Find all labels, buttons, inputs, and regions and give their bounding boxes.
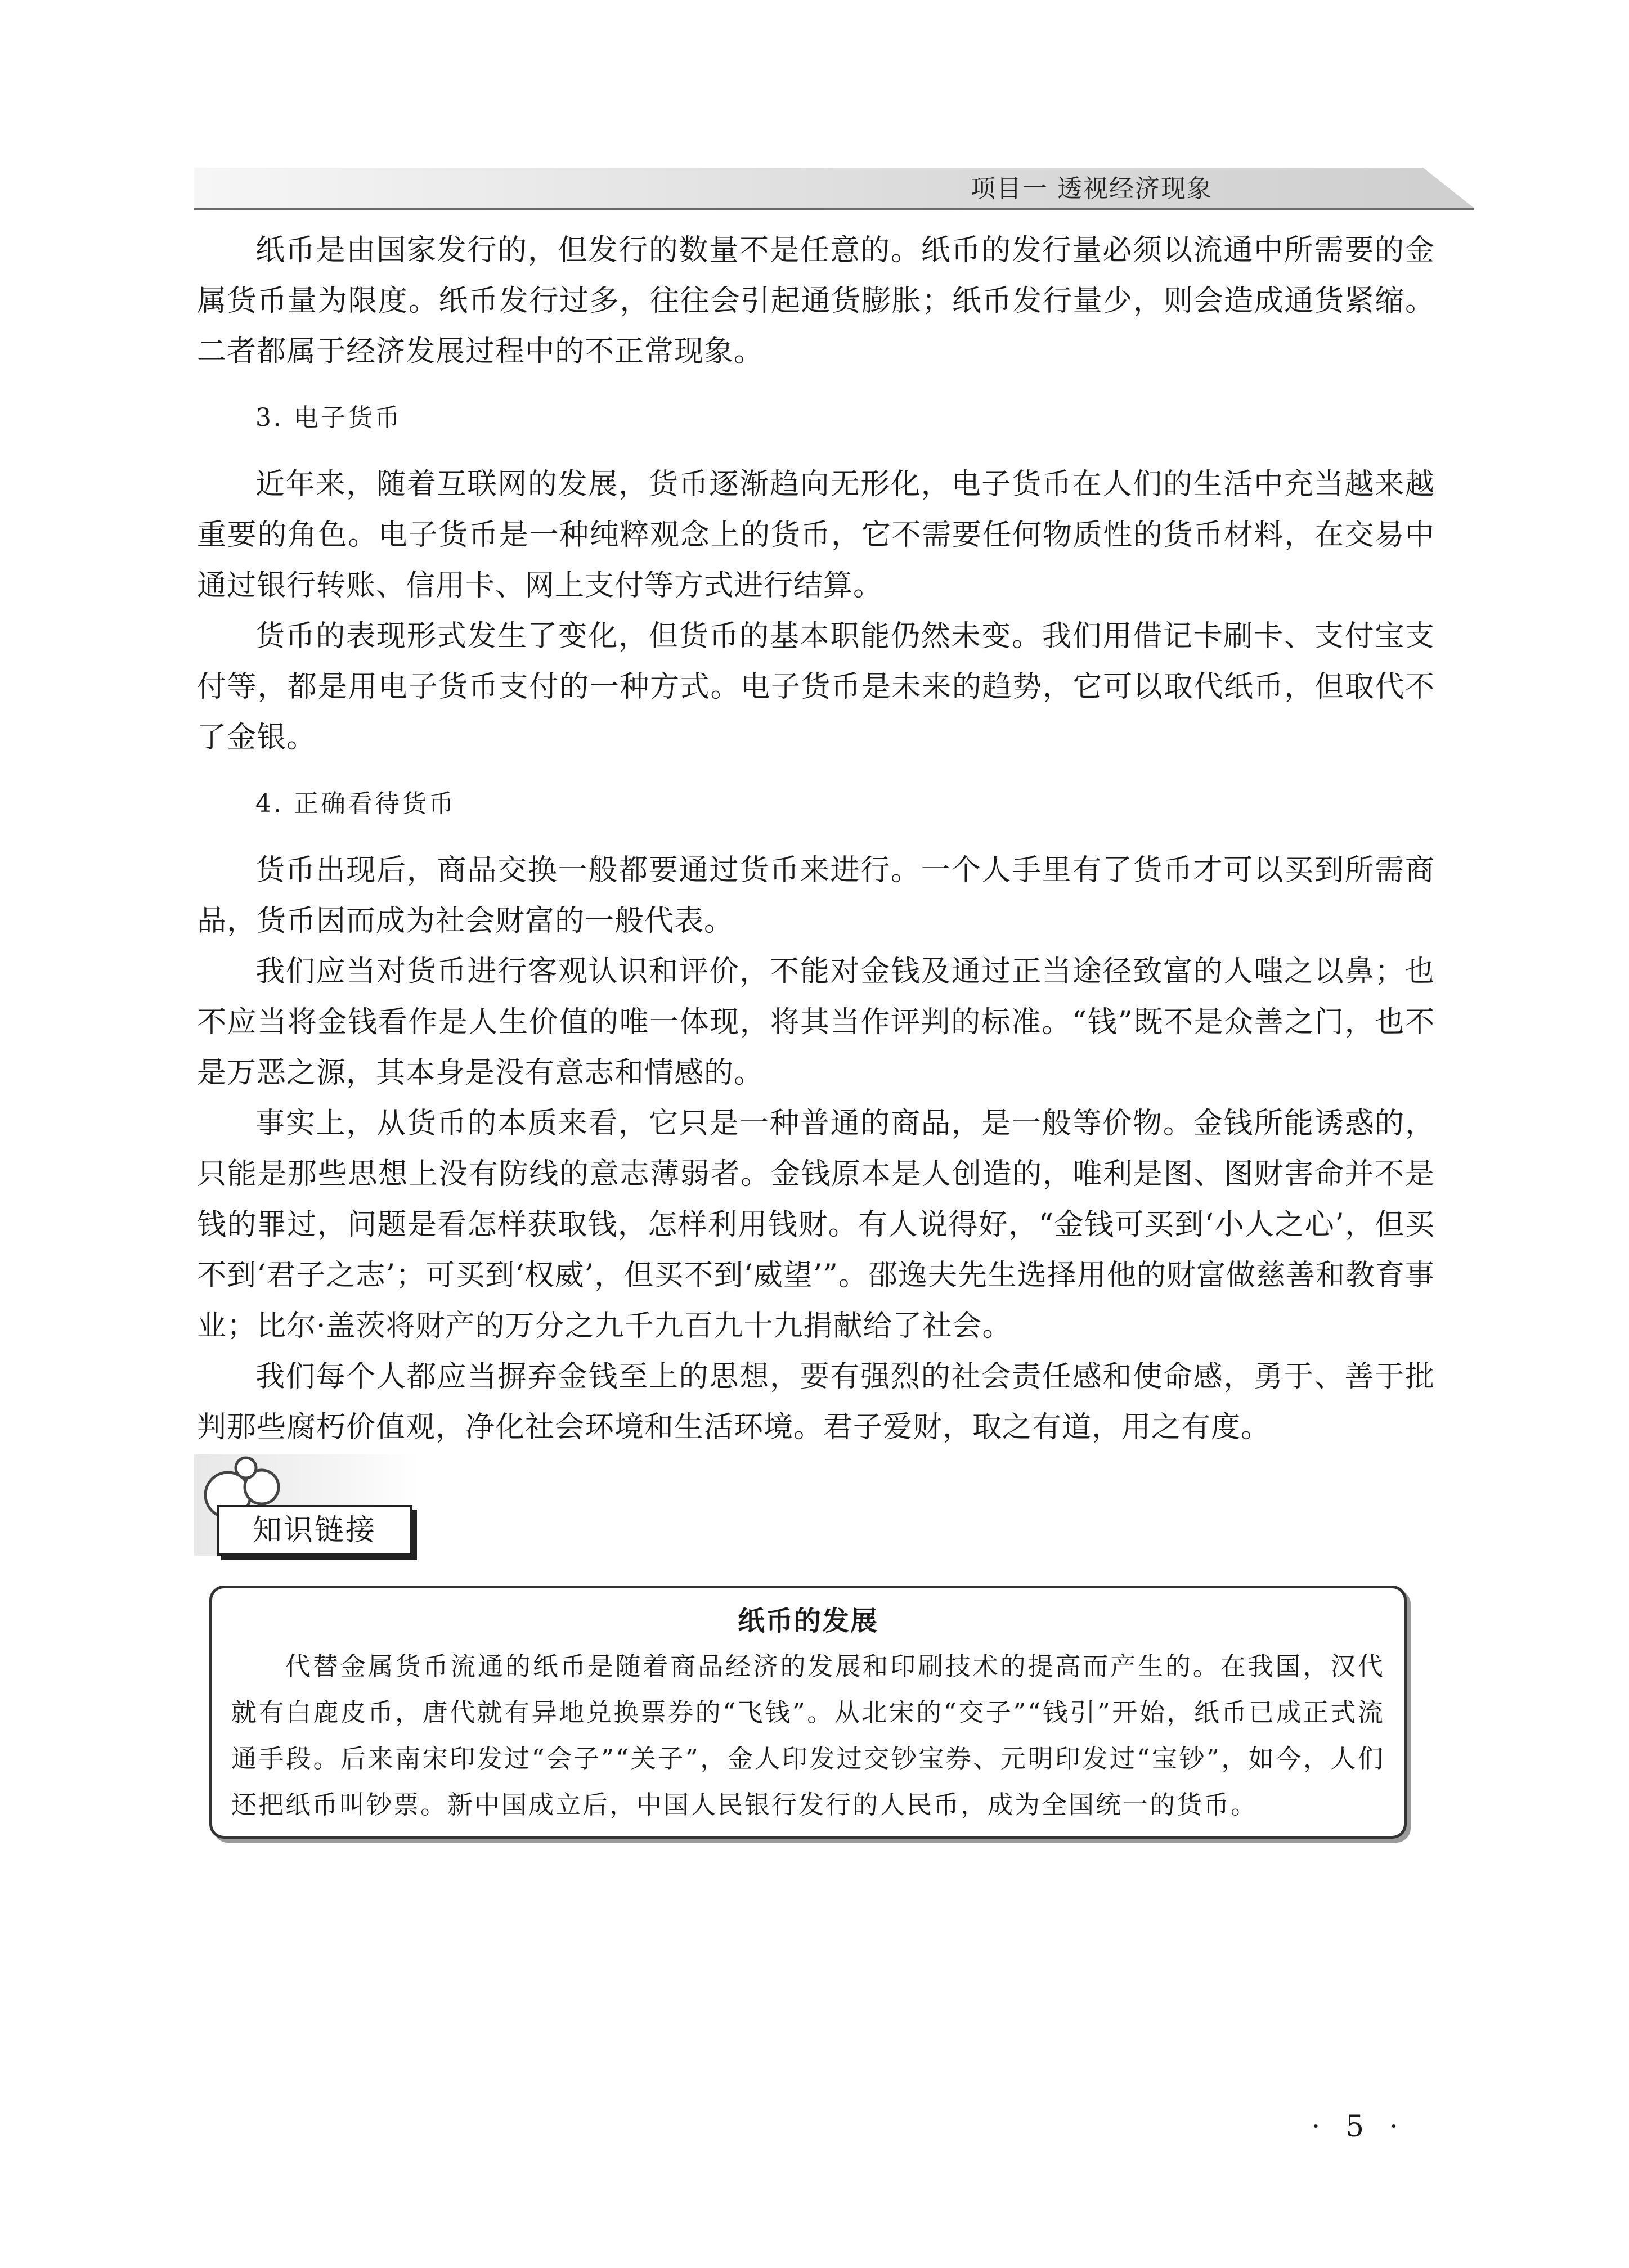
paragraph: 事实上，从货币的本质来看，它只是一种普通的商品，是一般等价物。金钱所能诱惑的，只能是那些思想上没有防线的意志薄弱者。金钱原本是人创造的，唯利是图、图财害命并不是钱的罪过，问题是看怎样获取钱，怎样利用钱财。有人说得好，“金钱可买到‘小人之心’，但买不到‘君子之志’；可买到‘权威’，但买不到‘威望’”。邵逸夫先生选择用他的财富做慈善和教育事业；比尔·盖茨将财产的万分之九千九百九十九捐献给了社会。 — [197, 1107, 1435, 1343]
paragraph: 近年来，随着互联网的发展，货币逐渐趋向无形化，电子货币在人们的生活中充当越来越重要的角色。电子货币是一种纯粹观念上的货币，它不需要任何物质性的货币材料，在交易中通过银行转账、信用卡、网上支付等方式进行结算。 — [197, 468, 1435, 603]
knowledge-box — [209, 1586, 1407, 1839]
paragraph: 货币的表现形式发生了变化，但货币的基本职能仍然未变。我们用借记卡刷卡、支付宝支付等，都是用电子货币支付的一种方式。电子货币是未来的趋势，它可以取代纸币，但取代不了金银。 — [197, 619, 1435, 754]
paragraph: 纸币是由国家发行的，但发行的数量不是任意的。纸币的发行量必须以流通中所需要的金属货币量为限度。纸币发行过多，往往会引起通货膨胀；纸币发行量少，则会造成通货紧缩。二者都属于经济发展过程中的不正常现象。 — [197, 233, 1435, 369]
section-heading: 3. 电子货币 — [255, 403, 402, 432]
paragraph: 我们每个人都应当摒弃金钱至上的思想，要有强烈的社会责任感和使命感，勇于、善于批判那些腐朽价值观，净化社会环境和生活环境。君子爱财，取之有道，用之有度。 — [197, 1360, 1435, 1444]
running-header-title: 项目一 透视经济现象 — [971, 174, 1213, 203]
paragraph: 我们应当对货币进行客观认识和评价，不能对金钱及通过正当途径致富的人嗤之以鼻；也不应当将金钱看作是人生价值的唯一体现，将其当作评判的标准。“钱”既不是众善之门，也不是万恶之源，其本身是没有意志和情感的。 — [197, 955, 1435, 1090]
section-heading: 4. 正确看待货币 — [255, 789, 456, 818]
paragraph: 货币出现后，商品交换一般都要通过货币来进行。一个人手里有了货币才可以买到所需商品，货币因而成为社会财富的一般代表。 — [197, 854, 1435, 938]
page-number: · 5 · — [1311, 2110, 1407, 2144]
header-band — [194, 168, 1474, 208]
main-content — [197, 225, 1435, 1453]
header-rule — [194, 208, 1474, 210]
knowledge-link-banner — [194, 1454, 419, 1561]
knowledge-box-text: 代替金属货币流通的纸币是随着商品经济的发展和印刷技术的提高而产生的。在我国，汉代就有白鹿皮币，唐代就有异地兑换票券的“飞钱”。从北宋的“交子”“钱引”开始，纸币已成正式流通手段。后来南宋印发过“会子”“关子”，金人印发过交钞宝券、元明印发过“宝钞”，如今，人们还把纸币叫钞票。新中国成立后，中国人民银行发行的人民币，成为全国统一的货币。 — [231, 1651, 1385, 1820]
knowledge-box-title: 纸币的发展 — [737, 1605, 878, 1637]
knowledge-link-label: 知识链接 — [217, 1505, 412, 1556]
